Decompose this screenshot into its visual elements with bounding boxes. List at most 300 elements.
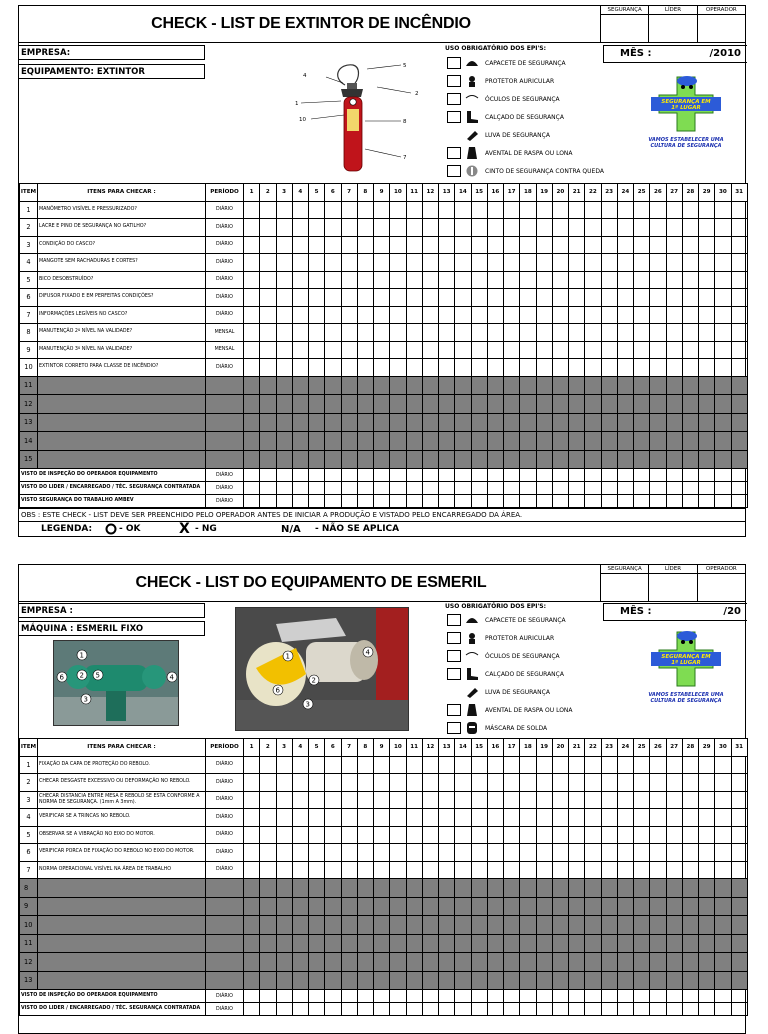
check-cell[interactable]	[471, 879, 487, 898]
check-cell[interactable]	[487, 450, 503, 469]
check-cell[interactable]	[666, 306, 682, 324]
check-cell[interactable]	[374, 254, 390, 272]
check-cell[interactable]	[487, 271, 503, 289]
check-cell[interactable]	[374, 201, 390, 219]
check-cell[interactable]	[276, 236, 292, 254]
check-cell[interactable]	[325, 201, 341, 219]
check-cell[interactable]	[617, 395, 633, 414]
check-cell[interactable]	[309, 879, 325, 898]
check-cell[interactable]	[292, 201, 308, 219]
check-cell[interactable]	[471, 289, 487, 307]
check-cell[interactable]	[601, 844, 617, 862]
visto-cell[interactable]	[699, 482, 715, 495]
visto-cell[interactable]	[601, 482, 617, 495]
check-cell[interactable]	[439, 861, 455, 879]
visto-cell[interactable]	[471, 1003, 487, 1016]
check-cell[interactable]	[601, 413, 617, 432]
check-cell[interactable]	[666, 844, 682, 862]
check-cell[interactable]	[731, 254, 747, 272]
check-cell[interactable]	[439, 791, 455, 809]
check-cell[interactable]	[715, 916, 731, 935]
visto-cell[interactable]	[455, 482, 471, 495]
check-cell[interactable]	[260, 341, 276, 359]
visto-cell[interactable]	[276, 482, 292, 495]
check-cell[interactable]	[617, 376, 633, 395]
check-cell[interactable]	[731, 791, 747, 809]
check-cell[interactable]	[520, 450, 536, 469]
check-cell[interactable]	[357, 916, 373, 935]
check-cell[interactable]	[520, 395, 536, 414]
check-cell[interactable]	[357, 306, 373, 324]
check-cell[interactable]	[682, 219, 698, 237]
visto-cell[interactable]	[309, 469, 325, 482]
check-cell[interactable]	[244, 971, 260, 990]
visto-cell[interactable]	[487, 482, 503, 495]
check-cell[interactable]	[617, 791, 633, 809]
visto-cell[interactable]	[715, 990, 731, 1003]
visto-cell[interactable]	[390, 469, 406, 482]
check-cell[interactable]	[374, 756, 390, 774]
check-cell[interactable]	[406, 306, 422, 324]
visto-cell[interactable]	[422, 495, 438, 508]
check-cell[interactable]	[455, 219, 471, 237]
check-cell[interactable]	[276, 879, 292, 898]
check-cell[interactable]	[260, 791, 276, 809]
check-cell[interactable]	[390, 359, 406, 377]
check-cell[interactable]	[650, 774, 666, 792]
check-cell[interactable]	[536, 774, 552, 792]
visto-cell[interactable]	[455, 495, 471, 508]
check-cell[interactable]	[406, 756, 422, 774]
check-cell[interactable]	[520, 809, 536, 827]
check-cell[interactable]	[276, 791, 292, 809]
check-cell[interactable]	[699, 791, 715, 809]
check-cell[interactable]	[634, 756, 650, 774]
check-cell[interactable]	[439, 271, 455, 289]
check-cell[interactable]	[585, 219, 601, 237]
check-cell[interactable]	[617, 916, 633, 935]
check-cell[interactable]	[634, 774, 650, 792]
visto-cell[interactable]	[699, 990, 715, 1003]
check-cell[interactable]	[617, 254, 633, 272]
check-cell[interactable]	[666, 916, 682, 935]
check-cell[interactable]	[731, 236, 747, 254]
check-cell[interactable]	[260, 971, 276, 990]
check-cell[interactable]	[682, 306, 698, 324]
visto-cell[interactable]	[536, 495, 552, 508]
check-cell[interactable]	[374, 376, 390, 395]
visto-cell[interactable]	[487, 495, 503, 508]
check-cell[interactable]	[634, 271, 650, 289]
epi-checkbox[interactable]	[447, 668, 461, 680]
check-cell[interactable]	[699, 861, 715, 879]
check-cell[interactable]	[276, 897, 292, 916]
check-cell[interactable]	[585, 861, 601, 879]
check-cell[interactable]	[731, 809, 747, 827]
check-cell[interactable]	[731, 934, 747, 953]
visto-cell[interactable]	[585, 482, 601, 495]
check-cell[interactable]	[585, 306, 601, 324]
check-cell[interactable]	[487, 341, 503, 359]
check-cell[interactable]	[341, 756, 357, 774]
check-cell[interactable]	[731, 432, 747, 451]
check-cell[interactable]	[699, 971, 715, 990]
check-cell[interactable]	[552, 897, 568, 916]
check-cell[interactable]	[390, 306, 406, 324]
check-cell[interactable]	[699, 236, 715, 254]
visto-cell[interactable]	[666, 469, 682, 482]
check-cell[interactable]	[552, 271, 568, 289]
check-cell[interactable]	[471, 861, 487, 879]
check-cell[interactable]	[617, 359, 633, 377]
check-cell[interactable]	[634, 809, 650, 827]
check-cell[interactable]	[374, 879, 390, 898]
check-cell[interactable]	[260, 826, 276, 844]
check-cell[interactable]	[292, 934, 308, 953]
check-cell[interactable]	[520, 432, 536, 451]
check-cell[interactable]	[536, 809, 552, 827]
check-cell[interactable]	[487, 809, 503, 827]
check-cell[interactable]	[309, 432, 325, 451]
check-cell[interactable]	[292, 359, 308, 377]
check-cell[interactable]	[504, 916, 520, 935]
visto-cell[interactable]	[520, 469, 536, 482]
check-cell[interactable]	[569, 289, 585, 307]
check-cell[interactable]	[292, 395, 308, 414]
check-cell[interactable]	[244, 934, 260, 953]
check-cell[interactable]	[374, 324, 390, 342]
check-cell[interactable]	[471, 254, 487, 272]
visto-cell[interactable]	[292, 495, 308, 508]
check-cell[interactable]	[390, 219, 406, 237]
check-cell[interactable]	[244, 791, 260, 809]
check-cell[interactable]	[439, 844, 455, 862]
check-cell[interactable]	[341, 289, 357, 307]
check-cell[interactable]	[406, 971, 422, 990]
check-cell[interactable]	[422, 861, 438, 879]
check-cell[interactable]	[244, 879, 260, 898]
check-cell[interactable]	[634, 897, 650, 916]
check-cell[interactable]	[471, 791, 487, 809]
check-cell[interactable]	[699, 341, 715, 359]
check-cell[interactable]	[357, 826, 373, 844]
visto-cell[interactable]	[357, 990, 373, 1003]
check-cell[interactable]	[439, 341, 455, 359]
check-cell[interactable]	[585, 236, 601, 254]
check-cell[interactable]	[292, 971, 308, 990]
visto-cell[interactable]	[406, 482, 422, 495]
check-cell[interactable]	[731, 413, 747, 432]
check-cell[interactable]	[601, 774, 617, 792]
check-cell[interactable]	[601, 861, 617, 879]
check-cell[interactable]	[341, 271, 357, 289]
check-cell[interactable]	[487, 879, 503, 898]
check-cell[interactable]	[325, 826, 341, 844]
visto-cell[interactable]	[406, 469, 422, 482]
check-cell[interactable]	[715, 324, 731, 342]
check-cell[interactable]	[552, 395, 568, 414]
check-cell[interactable]	[487, 826, 503, 844]
check-cell[interactable]	[260, 236, 276, 254]
visto-cell[interactable]	[390, 1003, 406, 1016]
check-cell[interactable]	[650, 289, 666, 307]
check-cell[interactable]	[292, 879, 308, 898]
check-cell[interactable]	[357, 341, 373, 359]
check-cell[interactable]	[731, 376, 747, 395]
check-cell[interactable]	[244, 359, 260, 377]
check-cell[interactable]	[422, 271, 438, 289]
visto-cell[interactable]	[666, 1003, 682, 1016]
visto-cell[interactable]	[504, 482, 520, 495]
visto-cell[interactable]	[682, 990, 698, 1003]
visto-cell[interactable]	[260, 1003, 276, 1016]
check-cell[interactable]	[650, 791, 666, 809]
check-cell[interactable]	[325, 916, 341, 935]
check-cell[interactable]	[699, 324, 715, 342]
check-cell[interactable]	[699, 756, 715, 774]
check-cell[interactable]	[325, 934, 341, 953]
check-cell[interactable]	[617, 450, 633, 469]
visto-cell[interactable]	[634, 1003, 650, 1016]
check-cell[interactable]	[552, 953, 568, 972]
check-cell[interactable]	[552, 971, 568, 990]
visto-cell[interactable]	[439, 469, 455, 482]
visto-cell[interactable]	[374, 990, 390, 1003]
check-cell[interactable]	[276, 359, 292, 377]
check-cell[interactable]	[439, 289, 455, 307]
check-cell[interactable]	[260, 879, 276, 898]
check-cell[interactable]	[504, 897, 520, 916]
check-cell[interactable]	[374, 953, 390, 972]
check-cell[interactable]	[439, 324, 455, 342]
check-cell[interactable]	[390, 934, 406, 953]
check-cell[interactable]	[309, 953, 325, 972]
check-cell[interactable]	[439, 953, 455, 972]
check-cell[interactable]	[244, 432, 260, 451]
check-cell[interactable]	[487, 219, 503, 237]
check-cell[interactable]	[569, 971, 585, 990]
check-cell[interactable]	[422, 376, 438, 395]
check-cell[interactable]	[422, 756, 438, 774]
check-cell[interactable]	[699, 774, 715, 792]
check-cell[interactable]	[406, 844, 422, 862]
check-cell[interactable]	[617, 413, 633, 432]
check-cell[interactable]	[471, 219, 487, 237]
check-cell[interactable]	[325, 774, 341, 792]
visto-cell[interactable]	[601, 469, 617, 482]
check-cell[interactable]	[601, 271, 617, 289]
visto-cell[interactable]	[341, 1003, 357, 1016]
visto-cell[interactable]	[341, 469, 357, 482]
check-cell[interactable]	[276, 254, 292, 272]
visto-cell[interactable]	[471, 495, 487, 508]
check-cell[interactable]	[715, 861, 731, 879]
check-cell[interactable]	[699, 879, 715, 898]
check-cell[interactable]	[617, 953, 633, 972]
check-cell[interactable]	[487, 201, 503, 219]
visto-cell[interactable]	[276, 469, 292, 482]
visto-cell[interactable]	[682, 1003, 698, 1016]
check-cell[interactable]	[374, 916, 390, 935]
visto-cell[interactable]	[731, 990, 747, 1003]
epi-checkbox[interactable]	[447, 704, 461, 716]
check-cell[interactable]	[325, 809, 341, 827]
check-cell[interactable]	[731, 971, 747, 990]
check-cell[interactable]	[439, 376, 455, 395]
check-cell[interactable]	[552, 376, 568, 395]
visto-cell[interactable]	[650, 469, 666, 482]
check-cell[interactable]	[390, 879, 406, 898]
check-cell[interactable]	[406, 432, 422, 451]
check-cell[interactable]	[601, 341, 617, 359]
check-cell[interactable]	[390, 271, 406, 289]
check-cell[interactable]	[536, 844, 552, 862]
visto-cell[interactable]	[276, 495, 292, 508]
check-cell[interactable]	[357, 324, 373, 342]
check-cell[interactable]	[244, 916, 260, 935]
check-cell[interactable]	[682, 953, 698, 972]
check-cell[interactable]	[374, 971, 390, 990]
check-cell[interactable]	[731, 916, 747, 935]
check-cell[interactable]	[276, 809, 292, 827]
visto-cell[interactable]	[666, 990, 682, 1003]
visto-cell[interactable]	[374, 495, 390, 508]
check-cell[interactable]	[276, 916, 292, 935]
check-cell[interactable]	[471, 413, 487, 432]
check-cell[interactable]	[682, 826, 698, 844]
check-cell[interactable]	[731, 879, 747, 898]
visto-cell[interactable]	[406, 990, 422, 1003]
check-cell[interactable]	[341, 236, 357, 254]
visto-cell[interactable]	[374, 469, 390, 482]
check-cell[interactable]	[406, 809, 422, 827]
check-cell[interactable]	[390, 844, 406, 862]
check-cell[interactable]	[487, 953, 503, 972]
check-cell[interactable]	[617, 934, 633, 953]
check-cell[interactable]	[422, 254, 438, 272]
visto-cell[interactable]	[276, 1003, 292, 1016]
visto-cell[interactable]	[617, 482, 633, 495]
check-cell[interactable]	[276, 219, 292, 237]
check-cell[interactable]	[341, 953, 357, 972]
check-cell[interactable]	[471, 341, 487, 359]
check-cell[interactable]	[504, 809, 520, 827]
check-cell[interactable]	[439, 826, 455, 844]
visto-cell[interactable]	[666, 482, 682, 495]
check-cell[interactable]	[650, 201, 666, 219]
visto-cell[interactable]	[471, 990, 487, 1003]
check-cell[interactable]	[357, 953, 373, 972]
check-cell[interactable]	[325, 432, 341, 451]
check-cell[interactable]	[276, 934, 292, 953]
check-cell[interactable]	[601, 934, 617, 953]
check-cell[interactable]	[244, 756, 260, 774]
check-cell[interactable]	[634, 934, 650, 953]
check-cell[interactable]	[601, 791, 617, 809]
check-cell[interactable]	[390, 341, 406, 359]
check-cell[interactable]	[374, 271, 390, 289]
check-cell[interactable]	[276, 774, 292, 792]
check-cell[interactable]	[439, 774, 455, 792]
check-cell[interactable]	[504, 271, 520, 289]
check-cell[interactable]	[520, 774, 536, 792]
check-cell[interactable]	[715, 897, 731, 916]
check-cell[interactable]	[504, 844, 520, 862]
check-cell[interactable]	[325, 971, 341, 990]
check-cell[interactable]	[569, 826, 585, 844]
check-cell[interactable]	[536, 861, 552, 879]
check-cell[interactable]	[650, 306, 666, 324]
check-cell[interactable]	[520, 341, 536, 359]
check-cell[interactable]	[650, 341, 666, 359]
check-cell[interactable]	[536, 756, 552, 774]
check-cell[interactable]	[374, 934, 390, 953]
check-cell[interactable]	[325, 791, 341, 809]
visto-cell[interactable]	[471, 469, 487, 482]
check-cell[interactable]	[260, 450, 276, 469]
check-cell[interactable]	[617, 971, 633, 990]
check-cell[interactable]	[422, 306, 438, 324]
check-cell[interactable]	[309, 341, 325, 359]
check-cell[interactable]	[244, 289, 260, 307]
check-cell[interactable]	[325, 359, 341, 377]
check-cell[interactable]	[731, 826, 747, 844]
check-cell[interactable]	[617, 826, 633, 844]
check-cell[interactable]	[666, 324, 682, 342]
check-cell[interactable]	[422, 341, 438, 359]
check-cell[interactable]	[439, 934, 455, 953]
check-cell[interactable]	[276, 395, 292, 414]
check-cell[interactable]	[585, 201, 601, 219]
check-cell[interactable]	[487, 254, 503, 272]
visto-cell[interactable]	[374, 1003, 390, 1016]
visto-cell[interactable]	[244, 1003, 260, 1016]
visto-cell[interactable]	[569, 495, 585, 508]
visto-cell[interactable]	[617, 469, 633, 482]
check-cell[interactable]	[390, 897, 406, 916]
check-cell[interactable]	[601, 756, 617, 774]
check-cell[interactable]	[244, 219, 260, 237]
check-cell[interactable]	[666, 376, 682, 395]
check-cell[interactable]	[325, 306, 341, 324]
check-cell[interactable]	[617, 289, 633, 307]
check-cell[interactable]	[276, 289, 292, 307]
check-cell[interactable]	[569, 413, 585, 432]
check-cell[interactable]	[650, 756, 666, 774]
check-cell[interactable]	[309, 254, 325, 272]
check-cell[interactable]	[634, 826, 650, 844]
check-cell[interactable]	[617, 774, 633, 792]
check-cell[interactable]	[569, 450, 585, 469]
check-cell[interactable]	[487, 395, 503, 414]
check-cell[interactable]	[634, 395, 650, 414]
check-cell[interactable]	[699, 395, 715, 414]
check-cell[interactable]	[455, 953, 471, 972]
check-cell[interactable]	[536, 432, 552, 451]
check-cell[interactable]	[390, 450, 406, 469]
check-cell[interactable]	[276, 413, 292, 432]
check-cell[interactable]	[601, 897, 617, 916]
check-cell[interactable]	[715, 306, 731, 324]
check-cell[interactable]	[471, 306, 487, 324]
check-cell[interactable]	[244, 861, 260, 879]
check-cell[interactable]	[569, 897, 585, 916]
check-cell[interactable]	[715, 879, 731, 898]
check-cell[interactable]	[520, 916, 536, 935]
epi-checkbox[interactable]	[447, 165, 461, 177]
check-cell[interactable]	[439, 756, 455, 774]
check-cell[interactable]	[325, 376, 341, 395]
